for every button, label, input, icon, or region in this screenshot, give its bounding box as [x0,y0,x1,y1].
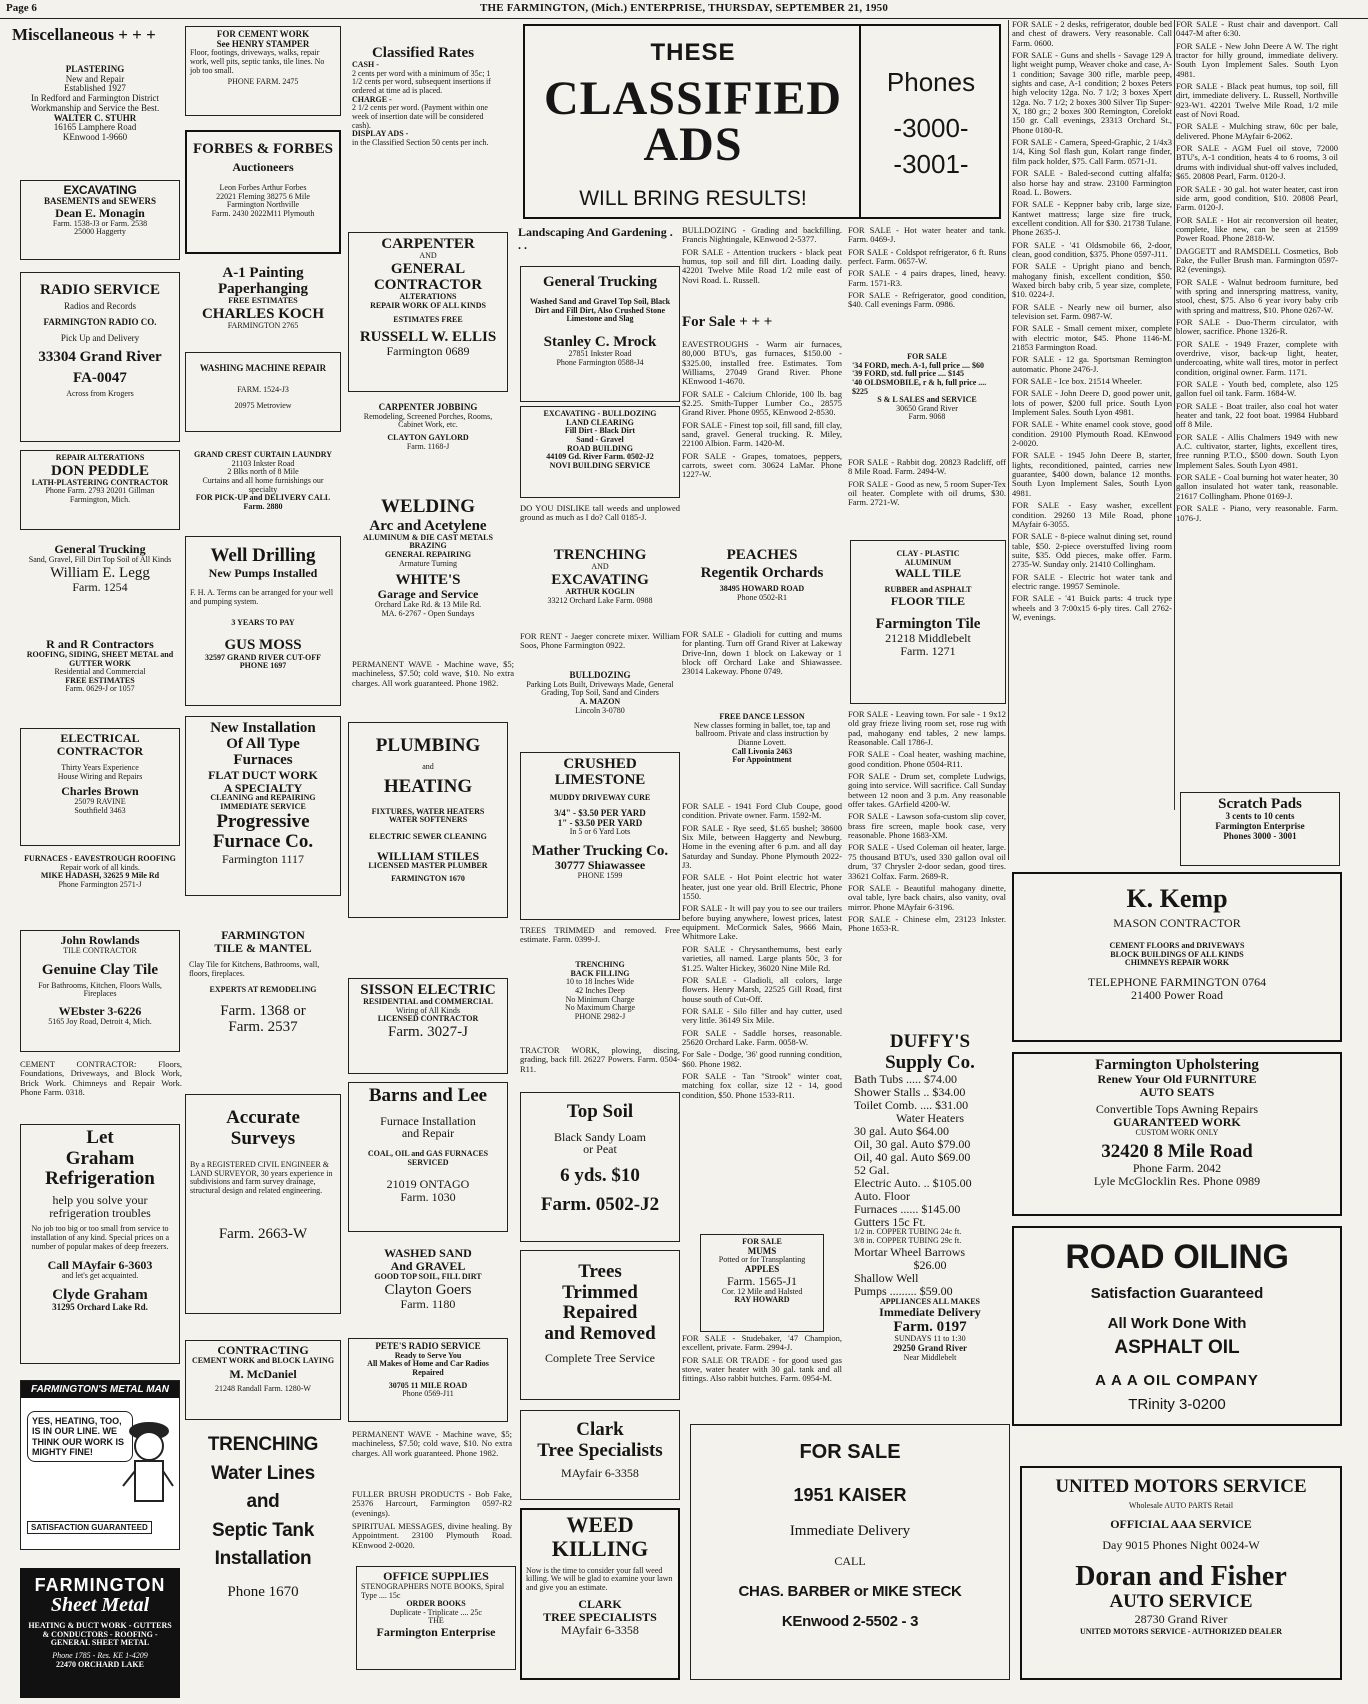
column-rule [1174,20,1175,810]
classified-ad: FOR SALE - Electric hot water tank and electric range. 19957 Seminole. [1012,571,1172,591]
classified-ad: FOR SALE - 30 gal. hot water heater, cast iron side arm, good condition, $10. 20808 Pearl, Farm. 0120-J. [1176,183,1338,213]
classified-ad: FOR SALE - Mulching straw, 60c per bale, delivered. Phone MAyfair 6-2062. [1176,121,1338,141]
col8-ads [1176,20,1338,790]
classified-ad: FOR SALE - Chrysanthemums, best early varieties, all named. Large plants 50c, 3 for $1.25. Walter Hickey, 36020 Nine Mile Rd. [682,943,842,973]
column-rule [1008,20,1009,860]
ad-tractor-work: TRACTOR WORK, plowing, discing, grading, back fill. 26227 Powers. Farm. 0504-R11. [520,1046,680,1074]
classified-ad: FOR SALE - Easy washer, excellent condition. 29260 13 Mile Road, phone MAyfair 6-3055. [1012,500,1172,529]
classified-ad: FOR SALE - Coal heater, washing machine, good condition. Phone 0504-R11. [848,749,1006,769]
classified-ad: FOR SALE - Coal burning hot water heater, 30 gallon insulated hot water tank, reasonable. 21617 Collingham. Phone 0169-J. [1176,472,1338,501]
classified-ad: FOR SALE - 1941 Ford Club Coupe, good condition. Private owner. Farm. 1592-M. [682,802,842,821]
classified-ad: FOR SALE - Good as new, 5 room Super-Tex oil heater. Complete with oil drums, $30. Farm. 2721-W. [848,478,1006,508]
ad-office-supplies: OFFICE SUPPLIES STENOGRAPHERS NOTE BOOKS, Spiral Type .... 15c ORDER BOOKS Duplicate - Triplicate .... 25c THE Farmington Enterprise [356,1566,516,1670]
ad-upholstering: Farmington Upholstering Renew Your Old FURNITURE AUTO SEATS Convertible Tops Awning Repairs GUARANTEED WORK CUSTOM WORK ONLY 32420 8 Mile Road Phone Farm. 2042 Lyle McGlocklin Res. Phone 0989 [1012,1052,1342,1216]
banner-title: CLASSIFIED ADS [543,72,843,171]
ad-road-oiling: ROAD OILING Satisfaction Guaranteed All Work Done With ASPHALT OIL A A A OIL COMPANY TRinity 3-0200 [1012,1226,1342,1426]
classified-ad: For Sale - Dodge, '36' good running condition, $60. Phone 1982. [682,1049,842,1069]
metal-man-cartoon [20,1380,180,1550]
col7-ads [1012,20,1172,790]
ad-graham-refrigeration: Let Graham Refrigeration help you solve your refrigeration troubles No job too big or too small from service to installation of any kind. Special prices on a number of popular makes of deep freezers. Call MAyfair 6-3603 and let's get acquainted. Clyde Graham 31295 Orchard Lake Rd. [20,1124,180,1364]
ad-progressive-furnace: New Installation Of All Type Furnaces FLAT DUCT WORK A SPECIALTY CLEANING and REPAIRING IMMEDIATE SERVICE Progressive Furnace Co. Farmington 1117 [185,716,341,896]
ad-furnaces-hadash: FURNACES - EAVESTROUGH ROOFING Repair work of all kinds. MIKE HADASH, 32625 9 Mile Rd Phone Farmington 2571-J [24,854,176,889]
phones-box [859,24,1001,219]
ad-welding: WELDING Arc and Acetylene ALUMINUM & DIE CAST METALS BRAZING GENERAL REPAIRING Armature Turning WHITE'S Garage and Service Orchard Lake Rd. & 13 Mile Rd. MA. 6-2767 - Open Sundays [363,496,493,618]
classified-ad: FOR SALE - Rust chair and davenport. Call 0447-M after 6:30. [1176,20,1338,39]
classified-ad: FOR SALE - Calcium Chloride, 100 lb. bag $2.25. Smith-Tupper Lumber Co., 28575 Grand River. Phone 0955, KEnwood 2-8530. [682,388,842,418]
metal-man-icon [121,1411,176,1511]
classified-ad: FOR SALE - '41 Oldsmobile 66, 2-door, clean, good condition, $375. Phone 0597-J11. [1012,239,1172,259]
classified-ad: FOR SALE - Rabbit dog. 20823 Radcliff, off 8 Mile Road. Farm. 2494-W. [848,458,1006,477]
classified-ad: FOR SALE - Silo filler and hay cutter, used very little. 36149 Six Mile. [682,1005,842,1026]
classified-ad: FOR SALE - Studebaker, '47 Champion, excellent, private. Farm. 2994-J. [682,1334,842,1353]
classified-ad: FOR SALE - Allis Chalmers 1949 with new A.C. cultivator, starter, lights, excellent tires, free running P.T.O., $500 down. South Lyon Implement Sales. South Lyon 4981. [1176,431,1338,470]
col5-ads-4 [682,802,842,1242]
page-number: Page 6 [6,2,37,14]
ad-united-motors: UNITED MOTORS SERVICE Wholesale AUTO PARTS Retail OFFICIAL AAA SERVICE Day 9015 Phones Night 0024-W Doran and Fisher AUTO SERVICE 28730 Grand River UNITED MOTORS SERVICE - AUTHORIZED DEALER [1020,1466,1342,1680]
classified-ad: FOR SALE - Duo-Therm circulator, with blower, sacrifice. Phone 1326-R. [1176,316,1338,337]
ad-excavating: EXCAVATING BASEMENTS and SEWERS Dean E. Monagin Farm. 1538-J3 or Farm. 2538 25000 Haggerty [20,180,180,260]
classified-ad: BULLDOZING - Grading and backfilling. Francis Nightingale, KEnwood 2-5377. [682,226,842,245]
ad-trenching-water: TRENCHING Water Lines and Septic Tank Installation Phone 1670 [207,1434,319,1600]
masthead: THE FARMINGTON, (Mich.) ENTERPRISE, THURSDAY, SEPTEMBER 21, 1950 [480,2,889,14]
classified-ad: FOR SALE - Chinese elm, 23123 Inkster. Phone 1653-R. [848,913,1006,934]
classified-ad: FOR SALE - Lawson sofa-custom slip cover, brass fire screen, maple book case, very reasonable. Phone 1683-XM. [848,811,1006,841]
col5-ads-3 [682,630,842,708]
classified-ad: FOR SALE - 1949 Frazer, complete with overdrive, visor, back-up light, heater, undercoating, white wall tires, motor in perfect condition, original owner. Farm. 1171. [1176,338,1338,377]
classified-ad: FOR SALE - Guns and shells - Savage 129 A light weight pump, Weaver choke and case, A-1 condition; Savage 300 rifle, marble peep, sights and case, A-1 condition; 2 boxes Peters high velocity 12ga. No. 7 1/2; 3 boxes Xpert 12ga. No. 7 1/2; 2 boxes 300 Silver Tip Super-X, 180 gr.; 2 boxes 300 Remington, Corelokt 150 gr. Call evenings, 23313 Orchard St., Phone 0180-R. [1012,50,1172,135]
ad-accurate-surveys: Accurate Surveys By a REGISTERED CIVIL ENGINEER & LAND SURVEYOR, 30 years experience in subdivisions and farm survey drainage, structural design and related engineering. Farm. 2663-W [185,1094,341,1314]
col6-ads-3 [848,710,1006,1030]
classified-ad: FOR SALE - 2 desks, refrigerator, double bed and chest of drawers. Very reasonable. Call Farm. 0600. [1012,20,1172,48]
ad-scratch-pads: Scratch Pads 3 cents to 10 cents Farmington Enterprise Phones 3000 - 3001 [1180,792,1340,866]
ad-contracting: CONTRACTING CEMENT WORK and BLOCK LAYING M. McDaniel 21248 Randall Farm. 1280-W [185,1340,341,1420]
ad-farmington-tile: FARMINGTON TILE & MANTEL Clay Tile for Kitchens, Bathrooms, wall, floors, fireplaces. EXPERTS AT REMODELING Farm. 1368 or Farm. 2537 [189,928,320,1035]
classified-ad: FOR SALE - 1945 John Deere B, starter, lights, reconditioned, painted, carries new guarantee, $400 down, balance 12 months. South Lyon Implement Sales, South Lyon 4981. [1012,450,1172,498]
ad-trees-trimmed-text: TREES TRIMMED and removed. Free estimate. Farm. 0399-J. [520,926,680,945]
classified-ad: FOR SALE - 4 pairs drapes, lined, heavy. Farm. 1571-R3. [848,268,1006,288]
col6-ads-2 [848,458,1006,522]
ad-sl-sales: FOR SALE '34 FORD, mech. A-1, full price .... $60 '39 FORD, std. full price .... $145 '40 OLDSMOBILE, r & h, full price .... $225 S & L SALES and SERVICE 30650 Grand River Farm. 9068 [852,352,987,422]
classified-ad: EAVESTROUGHS - Warm air furnaces, 80,000 BTU's, gas furnaces, $150.00 - $325.00, installed free. Estimates. Tom Williams, 27049 Grand River. Phone KEnwood 1-4670. [682,340,842,387]
ad-fuller-brush: FULLER BRUSH PRODUCTS - Bob Fake, 25376 Harcourt, Farmington 0597-R2 (evenings). [352,1490,512,1518]
classified-ad: FOR SALE - New John Deere A W. The right tractor for hilly ground, immediate delivery. South Lyon Implement Sales. South Lyon 4981. [1176,40,1338,79]
ad-k-kemp: K. Kemp MASON CONTRACTOR CEMENT FLOORS and DRIVEWAYS BLOCK BUILDINGS OF ALL KINDS CHIMNEYS REPAIR WORK TELEPHONE FARMINGTON 0764 21400 Power Road [1012,872,1342,1042]
ad-barns-and-lee: Barns and Lee Furnace Installation and Repair COAL, OIL and GAS FURNACES SERVICED 21019 ONTAGO Farm. 1030 [348,1082,508,1232]
classified-ad: FOR SALE - Ice box. 21514 Wheeler. [1012,376,1143,387]
ad-peaches: PEACHES Regentik Orchards 38495 HOWARD ROAD Phone 0502-R1 [700,547,824,602]
ad-top-soil: Top Soil Black Sandy Loam or Peat 6 yds. $10 Farm. 0502-J2 [520,1092,680,1242]
ad-weed-killing: WEED KILLING Now is the time to consider your fall weed killing. We will be glad to examine your lawn and give you an estimate. CLARK TREE SPECIALISTS MAyfair 6-3358 [520,1508,680,1680]
ad-don-peddle: REPAIR ALTERATIONS DON PEDDLE LATH-PLASTERING CONTRACTOR Phone Farm. 2793 20201 Gillman Farmington, Mich. [20,450,180,530]
col5-ads-5 [682,1334,842,1414]
ad-plumbing-heating: PLUMBING and HEATING FIXTURES, WATER HEATERS WATER SOFTENERS ELECTRIC SEWER CLEANING WILLIAM STILES LICENSED MASTER PLUMBER FARMINGTON 1670 [348,722,508,918]
ad-electrical: ELECTRICAL CONTRACTOR Thirty Years Experience House Wiring and Repairs Charles Brown 25079 RAVINE Southfield 3463 [20,728,180,846]
ad-excavating-bulldozing: EXCAVATING - BULLDOZING LAND CLEARING Fill Dirt - Black Dirt Sand - Gravel ROAD BUILDING 44109 Gd. River Farm. 0502-J2 NOVI BUILDING SERVICE [520,406,680,498]
ad-trees-trimmed: Trees Trimmed Repaired and Removed Complete Tree Service [520,1250,680,1400]
ad-duffys-supply: DUFFY'S Supply Co. Bath Tubs ..... $74.00 Shower Stalls .. $34.00 Toilet Comb. .... $31.00 Water Heaters 30 gal. Auto $64.00 Oil, 30 gal. Auto $79.00 Oil, 40 gal. Auto $69.00 52 Gal. Electric Auto. .. $105.00 Auto. Floor Furnaces ...... $145.00 Gutters 15c Ft. 1/2 in. COPPER TUBING 24c ft. 3/8 in. COPPER TUBING 29c ft. Mortar Wheel Barrows $26.00 Shallow Well Pumps ......... $59.00 APPLIANCES ALL MAKES Immediate Delivery Farm. 0197 SUNDAYS 11 to 1:30 29250 Grand River Near Middlebelt [854,1031,981,1362]
classified-ad: FOR SALE - Attention truckers - black peat humus, top soil and fill dirt. Loading daily. 42201 Twelve Mile Road 1/2 mile east of Novi Road. L. Russell. [682,246,842,285]
classified-ad: FOR SALE - 8-piece walnut dining set, round table, $50. 2-piece overstuffed living room suite, $35. Odd pieces, make offer. Farm. 2735-W. Sunday only. 21410 Collingham. [1012,531,1172,570]
classified-ad: FOR SALE - Hot water heater and tank. Farm. 0469-J. [848,226,1006,245]
classified-ad: FOR SALE - Keppner baby crib, large size, Kantwet mattress; large size fire truck, excellent condition. All for $30. 21738 Tulane. Phone 2635-J. [1012,199,1172,238]
misc-heading: Miscellaneous + + + [12,26,156,44]
cartoon-title: FARMINGTON'S METAL MAN [21,1381,179,1398]
ad-mrock-trucking: General Trucking Washed Sand and Gravel Top Soil, Black Dirt and Fill Dirt, Also Crushed Stone Limestone and Slag Stanley C. Mrock 27851 Inkster Road Phone Farmington 0588-J4 [520,266,680,402]
ad-radio-service: RADIO SERVICE Radios and Records FARMINGTON RADIO CO. Pick Up and Delivery 33304 Grand River FA-0047 Across from Krogers [20,272,180,442]
classified-ad: FOR SALE - White enamel cook stove, good condition. 29100 Plymouth Road. KEnwood 2-0020. [1012,419,1172,449]
classified-ad: FOR SALE - Leaving town. For sale - 1 9x12 old gray frieze living room set, rose rug with pad, mahogany end tables, 2 new lamps. Reasonable. Call 1786-J. [848,710,1006,748]
speech-bubble: YES, HEATING, TOO, IS IN OUR LINE. WE THINK OUR WORK IS MIGHTY FINE! [27,1411,133,1462]
classified-ad: FOR SALE - Hot Point electric hot water heater, just one year old. Brill Electric, Phone 1550. [682,872,842,902]
ad-carpenter-jobbing: CARPENTER JOBBING Remodeling, Screened Porches, Rooms, Cabinet Work, etc. CLAYTON GAYLORD Farm. 1168-J [363,402,493,451]
phones-num2: -3001- [893,149,969,180]
ad-rowlands: John Rowlands TILE CONTRACTOR Genuine Clay Tile For Bathrooms, Kitchen, Floors Walls, Fireplaces WEbster 3-6226 5165 Joy Road, Detroit 4, Mich. [20,930,180,1052]
ad-spiritual: SPIRITUAL MESSAGES, divine healing. By Appointment. 23100 Plymouth Road. KEnwood 2-0020. [352,1522,512,1550]
classified-ad: FOR SALE - Used Coleman oil heater, large. 75 thousand BTU's, used 330 gallon oval oil drum, '37 Chrysler 2-door sedan, good tires. 33621 Colfax. Farm. 2689-R. [848,842,1006,881]
ad-well-drilling: Well Drilling New Pumps Installed F. H. A. Terms can be arranged for your well and pumping system. 3 YEARS TO PAY GUS MOSS 32597 GRAND RIVER CUT-OFF PHONE 1697 [185,536,341,706]
classified-ad: FOR SALE OR TRADE - for good used gas stove, water heater with 30 gal. tank and all fittings. Also rabbit hutches. Farm. 0954-M. [682,1354,842,1384]
classified-ad: FOR SALE - Small cement mixer, complete with electric motor, $45. Phone 1146-M. 21853 Farmington Road. [1012,323,1172,352]
ad-cement-contractor: CEMENT CONTRACTOR: Floors, Foundations, Driveways, and Block Work, Brick Work. Chimneys and Repair Work. Phone Farm. 0318. [20,1060,182,1098]
ad-trenching-excavating: TRENCHING AND EXCAVATING ARTHUR KOGLIN 33212 Orchard Lake Farm. 0988 [547,547,653,605]
classified-ad: FOR SALE - It will pay you to see our trailers before buying anywhere, lowest prices, latest equipment. McCormick Sales, 9666 Main, Whitmore Lake. [682,903,842,942]
classified-ad: FOR SALE - Black peat humus, top soil, fill dirt, immediate delivery. L. Russell, Northville 923-W1. 42201 Twelve Mile Road, 1/2 mile east of Novi Road. [1176,81,1338,120]
classified-ad: FOR SALE - Gladioli for cutting and mums for planting. Turn off Grand River at Lakeway Drive-Inn, down 1 block on Lakeway or 1 block off Orchard Lake and Shiawassee. 23014 Lakeway. Phone 0749. [682,630,842,677]
ad-trenching-backfill: TRENCHING BACK FILLING 10 to 18 Inches Wide 42 Inches Deep No Minimum Charge No Maximum Charge PHONE 2982-J [564,960,636,1021]
ad-bulldozing-mazon: BULLDOZING Parking Lots Built, Driveways Made, General Grading, Top Soil, Sand and Cinders A. MAZON Lincoln 3-0780 [526,670,674,715]
classified-ad: FOR SALE - Walnut bedroom furniture, bed with spring and innerspring mattress, vanity, stool, chest, $75. Also 6 year ivory baby crib with spring and mattress, $10. Phone 0267-W. [1176,276,1338,315]
col5-ads-2 [682,340,842,574]
ad-mums-apples: FOR SALE MUMS Potted or for Transplanting APPLES Farm. 1565-J1 Cor. 12 Mile and Halsted RAY HOWARD [700,1234,824,1332]
ad-a1-painting: A-1 Painting Paperhanging FREE ESTIMATES CHARLES KOCH FARMINGTON 2765 [201,265,325,331]
classified-ad: FOR SALE - Saddle horses, reasonable. 25620 Orchard Lake. Farm. 0058-W. [682,1027,842,1047]
classified-ad: FOR SALE - John Deere D, good power unit, lots of power, $200 full price. South Lyon Implement Sales. South Lyon 4981. [1012,388,1172,418]
forsale-heading: For Sale + + + [682,314,773,330]
ad-kaiser: FOR SALE 1951 KAISER Immediate Delivery CALL CHAS. BARBER or MIKE STECK KEnwood 2-5502 - 3 [690,1424,1010,1680]
classified-ad: FOR SALE - '41 Buick parts: 4 truck type wheels and 3 7:00x15 6-ply tires. Call 2762-W, evenings. [1012,593,1172,622]
classified-ad: FOR SALE - Refrigerator, good condition, $40. Call evenings Farm. 0986. [848,290,1006,310]
ad-r-and-r: R and R Contractors ROOFING, SIDING, SHEET METAL and GUTTER WORK Residential and Commercial FREE ESTIMATES Farm. 0629-J or 1057 [26,637,174,694]
banner-tagline: WILL BRING RESULTS! [579,187,807,210]
ad-permanent-wave-2: PERMANENT WAVE - Machine wave, $5; machineless, $7.50; cold wave, $10. No extra charges. All work guaranteed. Phone 1982. [352,1430,512,1458]
ad-crushed-limestone: CRUSHED LIMESTONE MUDDY DRIVEWAY CURE 3/4" - $3.50 PER YARD 1" - $3.50 PER YARD In 5 or 6 Yard Lots Mather Trucking Co. 30777 Shiawassee PHONE 1599 [520,752,680,920]
classified-ad: FOR SALE - Coldspot refrigerator, 6 ft. Runs perfect. Farm. 0657-W. [848,246,1006,267]
ad-petes-radio: PETE'S RADIO SERVICE Ready to Serve You All Makes of Home and Car Radios Repaired 30705 11 MILE ROAD Phone 0569-J11 [348,1338,508,1422]
classified-ad: FOR SALE - Finest top soil, fill sand, fill clay, sand, gravel. General trucking. R. Miley, 22100 Albion. Farm. 1420-M. [682,419,842,449]
classified-ad: FOR SALE - Piano, very reasonable. Farm. 1076-J. [1176,503,1338,523]
page-header [0,0,1368,19]
classified-ad: FOR SALE - Drum set, complete Ludwigs, going into service. Will sacrifice. Call Sunday between 12 noon and 3 p.m. Any reasonable offer takes. GArfield 4200-W. [848,771,1006,810]
ad-for-rent: FOR RENT - Jaeger concrete mixer. William Soos, Phone Farmington 0922. [520,632,680,651]
ad-wall-tile: CLAY - PLASTIC ALUMINUM WALL TILE RUBBER and ASPHALT FLOOR TILE Farmington Tile 21218 Middlebelt Farm. 1271 [850,540,1006,704]
classified-rates: Classified Rates CASH - 2 cents per word with a minimum of 35c; 1 1/2 cents per word, subsequent insertions if ordered at time ad is placed. CHARGE - 2 1/2 cents per word. (Payment within one week of insertion date will be considered cash). DISPLAY ADS - in the Classified Section 50 cents per inch. [352,45,491,147]
col6-ads-top [848,226,1006,350]
classified-ad: FOR SALE - Beautiful mahogany dinette, oval table, lyre back chairs, also vanity, oval mirror. Phone MAyfair 6-3196. [848,882,1006,912]
classified-ad: FOR SALE - Upright piano and bench, mahogany finish, excellent condition, $50. Waxed birch baby crib, 5 year size, complete, $10. 0224-J. [1012,261,1172,300]
banner-these: THESE [650,39,736,66]
ad-carpenter: CARPENTER AND GENERAL CONTRACTOR ALTERATIONS REPAIR WORK OF ALL KINDS ESTIMATES FREE RUSSELL W. ELLIS Farmington 0689 [348,232,508,392]
classified-ad: FOR SALE - Gladioli, all colors, large flowers. Henry Marsh, 22525 Gill Road, first house south of Cut-Off. [682,974,842,1004]
ad-permanent-wave-1: PERMANENT WAVE - Machine wave, $5; machineless, $7.50; cold wave, $10. No extra charges. All work guaranteed. Phone 1982. [352,660,514,688]
classified-ad: FOR SALE - 12 ga. Sportsman Remington automatic. Phone 2476-J. [1012,354,1172,374]
classified-ad: FOR SALE - Nearly new oil burner, also television set. Farm. 0987-W. [1012,301,1172,321]
ad-forbes-auctioneers: FORBES & FORBES Auctioneers Leon Forbes Arthur Forbes 22021 Fleming 38275 6 Mile Farmington Northville Farm. 2430 2022M11 Plymouth [185,130,341,254]
ad-washing-machine: WASHING MACHINE REPAIR FARM. 1524-J3 20975 Metroview [185,352,341,432]
classified-ad: FOR SALE - Rye seed, $1.65 bushel; 38600 Six Mile, between Haggerty and Newburg. Home in the evening after 6 p.m. and all day Saturday and Sunday. Phone Plymouth 2022-J3. [682,822,842,871]
ad-sisson-electric: SISSON ELECTRIC RESIDENTIAL and COMMERCIAL Wiring of All Kinds LICENSED CONTRACTOR Farm. 3027-J [348,978,508,1074]
classified-ad: FOR SALE - Grapes, tomatoes, peppers, carrots, sweet corn. 30624 LaMar. Phone 1227-W. [682,450,842,480]
ad-plastering: PLASTERING New and Repair Established 1927 In Redford and Farmington District Workmanship and Service the Best. WALTER C. STUHR 16165 Lamphere Road KEnwood 1-9660 [30,64,160,143]
classified-ad: FOR SALE - Hot air reconversion oil heater, complete, like new, can be seen at 21599 Power Road. Phone 2818-W. [1176,214,1338,244]
classified-ad: FOR SALE - Boat trailer, also coal hot water heater and tank, 22 foot boat. 19984 Hubbard off 8 Mile. [1176,400,1338,430]
ad-clark-tree: Clark Tree Specialists MAyfair 6-3358 [520,1410,680,1500]
classified-ad: FOR SALE - AGM Fuel oil stove, 72000 BTU's, A-1 condition, heats 4 to 6 rooms, 3 oil drums with individual shut-off valves included, $65. 20808 Pearl, Farm. 0120-J. [1176,143,1338,182]
ad-weeds: DO YOU DISLIKE tall weeds and unplowed ground as much as I do? Call 0185-J. [520,504,680,523]
classified-ad: FOR SALE - Youth bed, complete, also 125 gallon fuel oil tank. Farm. 1684-W. [1176,379,1338,399]
phones-label: Phones [886,67,976,97]
ad-dance-lesson: FREE DANCE LESSON New classes forming in ballet, toe, tap and ballroom. Private and class instruction by Dianne Lovett. Call Livonia 2463 For Appointment [693,712,831,765]
satisfaction-badge: SATISFACTION GUARANTEED [27,1521,152,1534]
landscaping-heading: Landscaping And Gardening . . . [518,226,673,252]
classified-ad: FOR SALE - Camera, Speed-Graphic, 2 1/4x3 1/4, King Sol flash gun, Kolart range finder, film pack holder, $75. Call Farm. 0571-J1. [1012,137,1172,166]
ad-cement-work: FOR CEMENT WORK See HENRY STAMPER Floor, footings, driveways, walks, repair work, well pits, septic tanks, tile lines. No job too small. PHONE FARM. 2475 [185,26,341,116]
classified-ad: DAGGETT and RAMSDELL Cosmetics, Bob Fake, the Fuller Brush man. Farmington 0597-R2 (evenings). [1176,245,1338,275]
phones-num1: -3000- [893,113,969,144]
col5-ads-top [682,226,842,312]
classified-ad: FOR SALE - Tan "Strook" winter coat, matching fox collar, size 12 - 14, good condition, $50. Phone 1533-R11. [682,1070,842,1100]
classified-ad: FOR SALE - Baled-second cutting alfalfa; also horse hay and straw. 23100 Farmington Road. L. Bowers. [1012,168,1172,197]
ad-curtain-laundry: GRAND CREST CURTAIN LAUNDRY 21103 Inkster Road 2 Blks north of 8 Mile Curtains and all home furnishings our specialty FOR PICK-UP and DELIVERY CALL Farm. 2880 [193,450,333,511]
ad-sheet-metal: FARMINGTON Sheet Metal HEATING & DUCT WORK - GUTTERS & CONDUCTORS - ROOFING - GENERAL SHEET METAL Phone 1785 - Res. KE 1-4209 22470 ORCHARD LAKE [20,1568,180,1698]
ad-general-trucking: General Trucking Sand, Gravel, Fill Dirt Top Soil of All Kinds William E. Legg Farm. 1254 [28,542,172,594]
ad-washed-sand: WASHED SAND And GRAVEL GOOD TOP SOIL, FILL DIRT Clayton Goers Farm. 1180 [374,1246,482,1311]
